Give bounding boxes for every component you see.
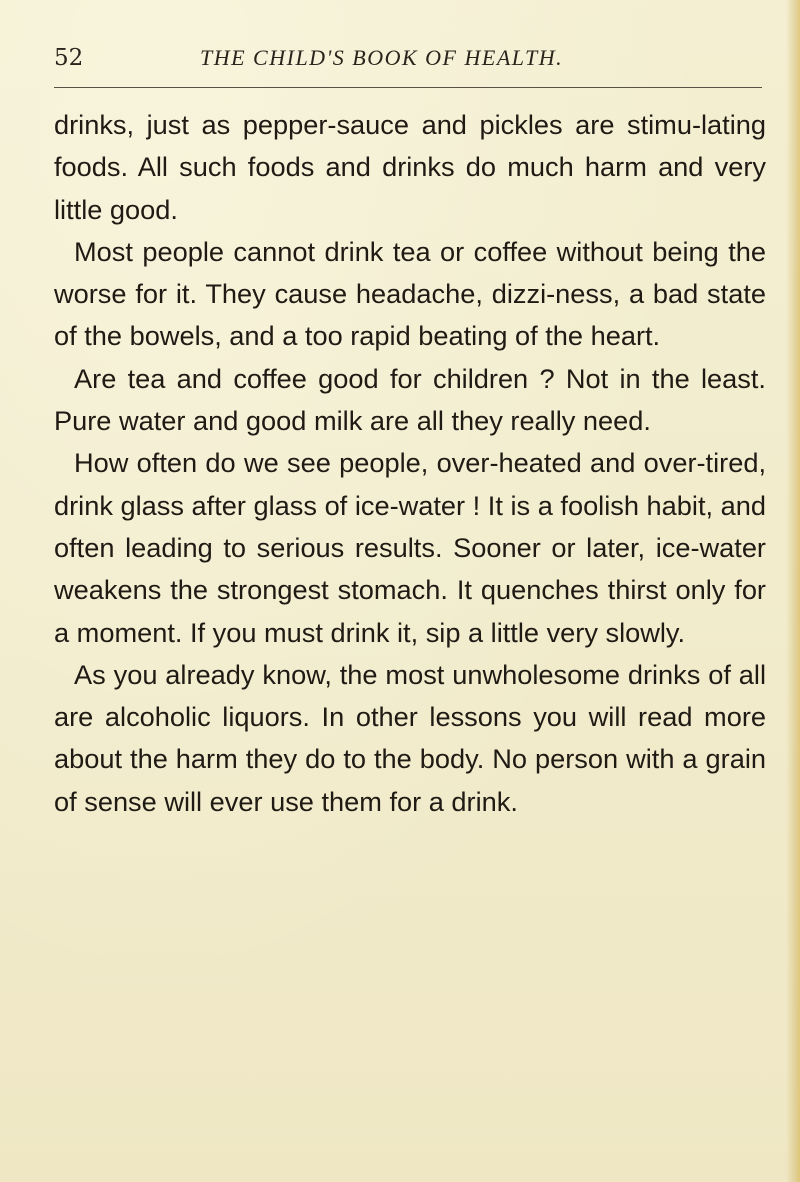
running-head: THE CHILD'S BOOK OF HEALTH. xyxy=(200,45,564,70)
paragraph: drinks, just as pepper-sauce and pickles are stimu-lating foods. All such foods and drinks do much harm and very little good. xyxy=(54,109,766,225)
paragraph: As you already know, the most unwholesome drinks of all are alcoholic liquors. In other lessons you will read more about the harm they do to the body. No person with a grain of sense will ever use them for a drink. xyxy=(54,658,766,817)
page-number: 52 xyxy=(54,45,84,71)
paragraph: How often do we see people, over-heated and over-tired, drink glass after glass of ice-water ! It is a foolish habit, and often leading to serious results. Sooner or later, ice-water weakens the strongest stomach. It quenches thirst only for a moment. If you must drink it, sip a little very slowly. xyxy=(54,447,766,648)
body-text xyxy=(54,104,766,823)
paragraph: Most people cannot drink tea or coffee without being the worse for it. They cause headache, dizzi-ness, a bad state of the bowels, and a too rapid beating of the heart. xyxy=(54,235,766,352)
paragraph: Are tea and coffee good for children ? Not in the least. Pure water and good milk are all they really need. xyxy=(54,362,766,437)
page-edge-shadow xyxy=(786,0,800,1182)
header-rule xyxy=(54,87,762,88)
page-header xyxy=(54,40,762,76)
